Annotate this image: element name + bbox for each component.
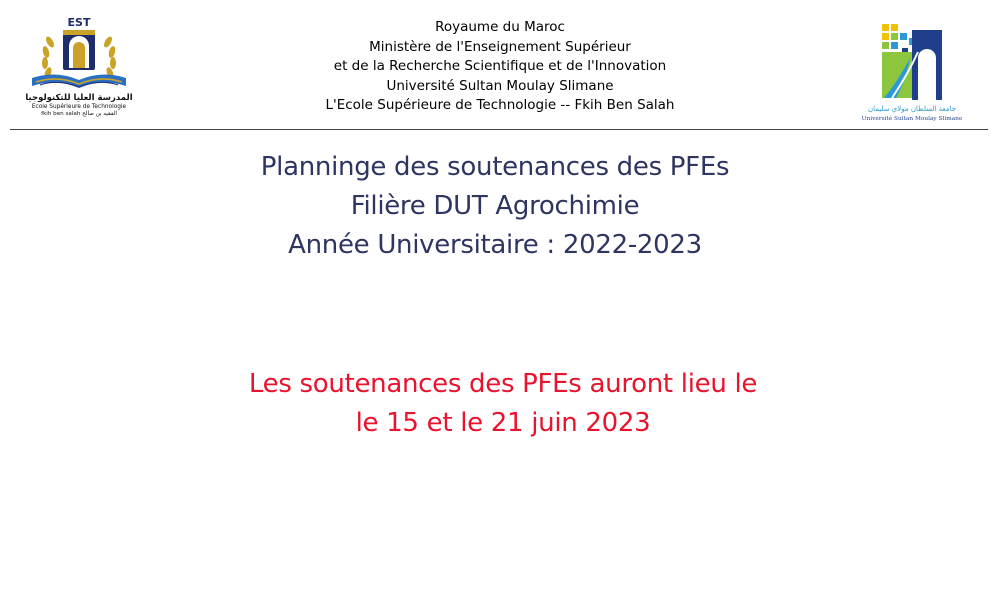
gate-icon bbox=[63, 30, 95, 70]
institution-line-research: et de la Recherche Scientifique et de l'Innovation bbox=[333, 58, 667, 74]
mosaic-squares-icon bbox=[882, 24, 916, 54]
usms-university-logo bbox=[862, 18, 962, 124]
notice-line-1: Les soutenances des PFEs auront lieu le bbox=[248, 369, 758, 399]
logo-french-name: Ecole Supérieure de Technologie bbox=[31, 104, 127, 110]
document-header bbox=[0, 0, 1000, 130]
est-school-logo bbox=[22, 12, 136, 120]
usms-latin-name: Université Sultan Moulay Slimane bbox=[862, 116, 962, 122]
arch-tower-icon bbox=[882, 30, 942, 100]
defense-dates-notice bbox=[0, 365, 1000, 443]
logo-est-text: EST bbox=[67, 16, 91, 29]
title-line-program: Filière DUT Agrochimie bbox=[350, 191, 640, 221]
header-divider bbox=[10, 129, 988, 130]
open-book-icon bbox=[32, 74, 126, 88]
institution-line-university: Université Sultan Moulay Slimane bbox=[386, 77, 614, 94]
page-title bbox=[0, 148, 990, 265]
title-line-academic-year: Année Universitaire : 2022-2023 bbox=[288, 230, 702, 260]
usms-arabic-name: جامعة السلطان مولاي سليمان bbox=[867, 105, 957, 113]
title-line-planning: Planninge des soutenances des PFEs bbox=[260, 152, 730, 182]
institution-line-kingdom: Royaume du Maroc bbox=[435, 19, 565, 35]
institution-block bbox=[250, 18, 750, 116]
logo-arabic-name: المدرسة العليا للتكنولوجيا bbox=[25, 93, 133, 103]
notice-line-2: le 15 et le 21 juin 2023 bbox=[355, 408, 651, 438]
institution-line-school: L'Ecole Supérieure de Technologie -- Fkih Ben Salah bbox=[325, 97, 675, 113]
logo-city-name: fkih ben salah الفقيه بن صالح bbox=[41, 111, 117, 117]
institution-line-ministry: Ministère de l'Enseignement Supérieur bbox=[369, 38, 631, 55]
